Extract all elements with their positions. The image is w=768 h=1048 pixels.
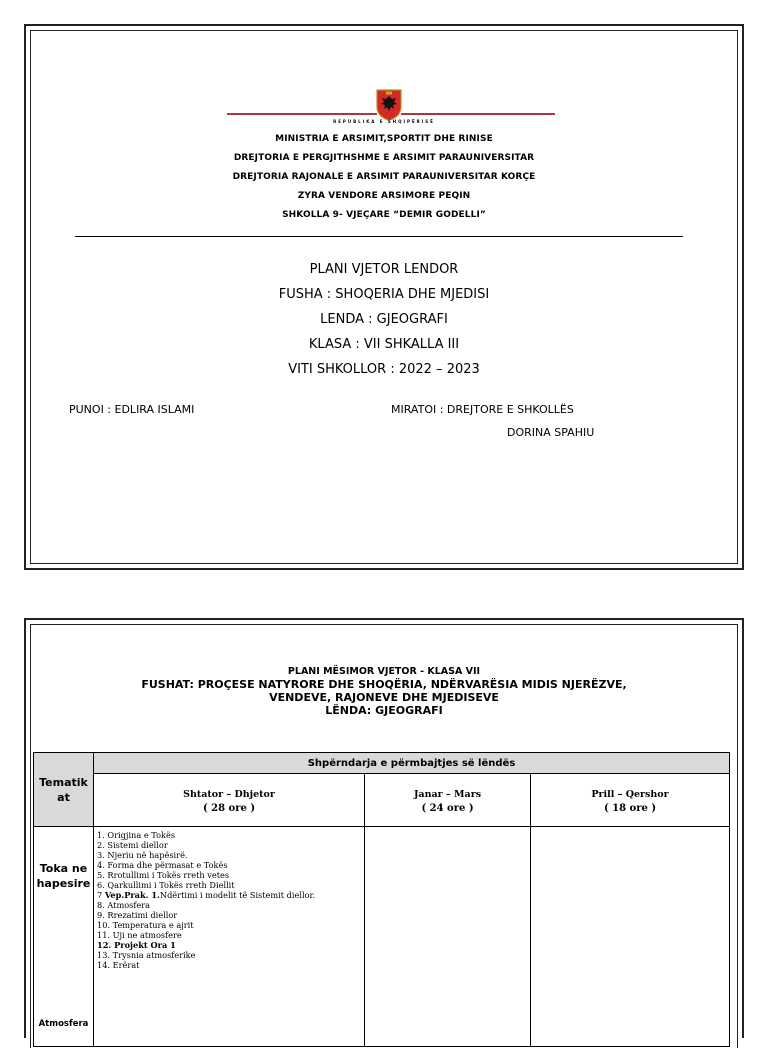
topic-item: 7 Vep.Prak. 1.Ndërtimi i modelit të Sistemit diellor. <box>97 890 316 900</box>
plan-field: FUSHA : SHOQERIA DHE MJEDISI <box>278 287 490 302</box>
albania-eagle-emblem-icon <box>376 89 402 121</box>
annual-plan-subject: LËNDA: GJEOGRAFI <box>325 704 443 717</box>
topic-item: 11. Uji ne atmosfere <box>97 930 182 940</box>
theme-atmosphere: Atmosfera <box>38 1019 89 1029</box>
annual-plan-heading <box>31 665 737 717</box>
plan-school-year: VITI SHKOLLOR : 2022 – 2023 <box>288 362 480 377</box>
topics-jan-mar <box>365 827 531 1047</box>
header-general-directorate: DREJTORIA E PERGJITHSHME E ARSIMIT PARAUNIVERSITAR <box>233 153 535 163</box>
topic-item: 12. Projekt Ora 1 <box>97 940 176 950</box>
plan-class: KLASA : VII SHKALLA III <box>308 337 460 352</box>
emblem-line-right <box>401 113 555 115</box>
topic-item: 14. Erërat <box>97 960 140 970</box>
cover-page <box>24 24 744 570</box>
topic-item: 9. Rrezatimi diellor <box>97 910 178 920</box>
topic-item: 2. Sistemi diellor <box>97 840 168 850</box>
plan-subject: LENDA : GJEOGRAFI <box>320 312 448 327</box>
header-local-office: ZYRA VENDORE ARSIMORE PEQIN <box>297 191 471 201</box>
emblem-line-left <box>227 113 377 115</box>
plan-inner-border <box>30 624 738 1048</box>
plan-title: PLANI VJETOR LENDOR <box>309 262 459 277</box>
header-school: SHKOLLA 9- VJEÇARE “DEMIR GODELLI” <box>282 210 486 220</box>
topic-item: 6. Qarkullimi i Tokës rreth Diellit <box>97 880 235 890</box>
topic-item: 4. Forma dhe përmasat e Tokës <box>97 860 228 870</box>
prepared-by: PUNOI : EDLIRA ISLAMI <box>69 403 195 416</box>
header-ministry: MINISTRIA E ARSIMIT,SPORTIT DHE RINISE <box>275 134 493 144</box>
approved-by: MIRATOI : DREJTORE E SHKOLLËS <box>391 403 574 416</box>
topics-sep-dec <box>94 827 365 1047</box>
institution-header <box>31 130 737 225</box>
topic-item: 8. Atmosfera <box>97 900 151 910</box>
period-apr-jun: Prill – Qershor ( 18 ore ) <box>531 774 730 827</box>
topic-item: 5. Rrotullimi i Tokës rreth vetes <box>97 870 230 880</box>
topic-item: 10. Temperatura e ajrit <box>97 920 194 930</box>
plan-title-block <box>31 257 737 382</box>
republika-caption: REPUBLIKA E SHQIPËRISË <box>333 119 435 124</box>
themes-cell <box>34 827 94 1047</box>
annual-plan-fields-1: FUSHAT: PROÇESE NATYRORE DHE SHOQËRIA, NDËRVARËSIA MIDIS NJERËZVE, <box>141 678 627 691</box>
period-sep-dec: Shtator – Dhjetor ( 28 ore ) <box>94 774 365 827</box>
cover-inner-border <box>30 30 738 564</box>
topic-list <box>94 827 364 970</box>
topic-item: 3. Njeriu në hapësirë. <box>97 850 188 860</box>
header-regional-directorate: DREJTORIA RAJONALE E ARSIMIT PARAUNIVERSITAR KORÇE <box>232 172 536 182</box>
annual-plan-title: PLANI MËSIMOR VJETOR - KLASA VII <box>287 666 481 677</box>
header-divider <box>75 236 683 237</box>
content-distribution-table <box>33 752 730 1047</box>
annual-plan-fields-2: VENDEVE, RAJONEVE DHE MJEDISEVE <box>269 691 499 704</box>
topic-item: 13. Trysnia atmosferike <box>97 950 196 960</box>
topics-apr-jun <box>531 827 730 1047</box>
themes-header: Tematik at <box>34 753 94 827</box>
period-jan-mar: Janar – Mars ( 24 ore ) <box>365 774 531 827</box>
theme-earth-in-space: Toka ne hapesire <box>36 862 91 890</box>
annual-plan-page <box>24 618 744 1038</box>
distribution-header: Shpërndarja e përmbajtjes së lëndës <box>94 753 730 774</box>
director-name: DORINA SPAHIU <box>507 426 595 439</box>
topic-item: 1. Origjina e Tokës <box>97 830 176 840</box>
